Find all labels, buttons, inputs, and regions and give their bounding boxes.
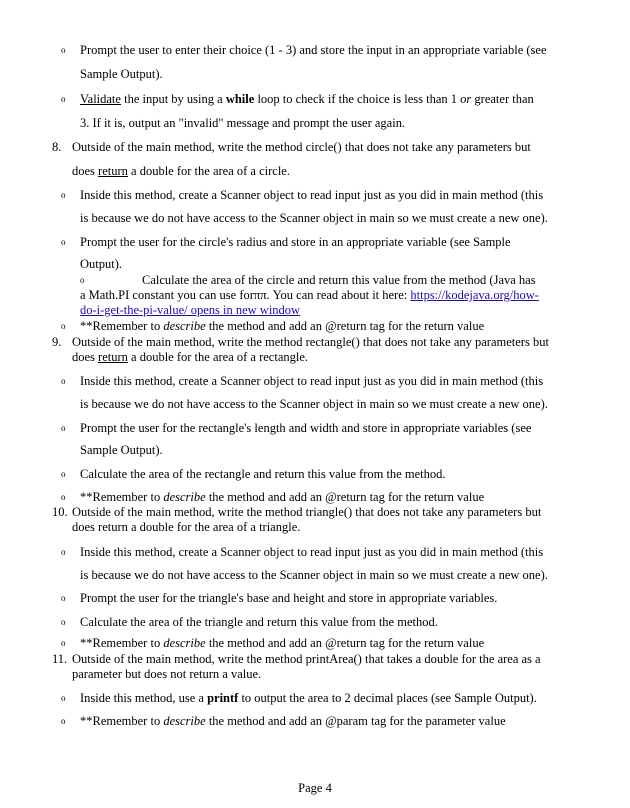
item8-bullet1-line2: is because we do not have access to the Scanner object in main so we must create a new one). (80, 211, 548, 225)
item10-bullet3-line1: Calculate the area of the triangle and return this value from the method. (80, 615, 438, 629)
item9-line1: Outside of the main method, write the method rectangle() that does not take any parameters but (72, 335, 549, 349)
validate-link[interactable]: Validate (80, 92, 121, 106)
item8-bullet3-line2: a Math.PI constant you can use forππ. You can read about it here: https://kodejava.org/how- (80, 288, 539, 302)
item11-line1: Outside of the main method, write the method printArea() that takes a double for the area as a (72, 652, 541, 666)
item7-bullet1-line2: Sample Output). (80, 67, 163, 81)
bullet-marker: o (61, 45, 66, 55)
kodejava-link-cont[interactable]: do-i-get-the-pi-value/ opens in new window (80, 303, 301, 317)
bullet-marker: o (61, 376, 66, 386)
bullet-marker: o (61, 617, 66, 627)
item9-line2: does return a double for the area of a rectangle. (72, 350, 309, 364)
bullet-marker: o (61, 716, 66, 726)
item9-bullet4: **Remember to describe the method and add an @return tag for the return value (80, 490, 485, 504)
item11-bullet1: Inside this method, use a printf to output the area to 2 decimal places (see Sample Output). (80, 691, 537, 705)
item10-bullet2-line1: Prompt the user for the triangle's base and height and store in appropriate variables. (80, 591, 498, 605)
item7-bullet1-line1: Prompt the user to enter their choice (1 - 3) and store the input in an appropriate variable (see (80, 43, 547, 57)
item8-number: 8. (52, 140, 62, 154)
bullet-marker: o (80, 275, 85, 285)
item8-bullet3-line1: Calculate the area of the circle and return this value from the method (Java has (142, 273, 536, 287)
item9-number: 9. (52, 335, 62, 349)
bullet-marker: o (61, 693, 66, 703)
bullet-marker: o (61, 237, 66, 247)
item11-number: 11. (52, 652, 68, 666)
item8-bullet2-line2: Output). (80, 257, 123, 271)
bullet-marker: o (61, 547, 66, 557)
item9-bullet2-line1: Prompt the user for the rectangle's length and width and store in appropriate variables (see (80, 421, 532, 435)
item10-line1: Outside of the main method, write the method triangle() that does not take any parameters but (72, 505, 542, 519)
bullet-marker: o (61, 469, 66, 479)
item10-bullet1-line1: Inside this method, create a Scanner object to read input just as you did in main method (this (80, 545, 544, 559)
item10-bullet1-line2: is because we do not have access to the Scanner object in main so we must create a new one). (80, 568, 548, 582)
item8-line2: does return a double for the area of a circle. (72, 164, 290, 178)
item9-bullet3-line1: Calculate the area of the rectangle and return this value from the method. (80, 467, 446, 481)
item9-bullet1-line1: Inside this method, create a Scanner object to read input just as you did in main method (this (80, 374, 544, 388)
bullet-marker: o (61, 593, 66, 603)
item7-bullet2-line2: 3. If it is, output an "invalid" message and prompt the user again. (80, 116, 406, 130)
item11-line2: parameter but does not return a value. (72, 667, 262, 681)
bullet-marker: o (61, 190, 66, 200)
item10-number: 10. (52, 505, 68, 519)
bullet-marker: o (61, 423, 66, 433)
item8-bullet1-line1: Inside this method, create a Scanner object to read input just as you did in main method (this (80, 188, 544, 202)
item8-bullet3-line3 (80, 302, 300, 318)
item10-line2: does return a double for the area of a triangle. (72, 520, 301, 534)
item10-bullet4: **Remember to describe the method and add an @return tag for the return value (80, 636, 485, 650)
item8-bullet4: **Remember to describe the method and add an @return tag for the return value (80, 319, 485, 333)
page-number: Page 4 (298, 781, 332, 795)
bullet-marker: o (61, 321, 66, 331)
item11-bullet2: **Remember to describe the method and add an @param tag for the parameter value (80, 714, 506, 728)
item8-line1: Outside of the main method, write the method circle() that does not take any parameters but (72, 140, 531, 154)
bullet-marker: o (61, 492, 66, 502)
item8-bullet2-line1: Prompt the user for the circle's radius and store in an appropriate variable (see Sample (80, 235, 511, 249)
item7-bullet2-line1: Validate the input by using a while loop to check if the choice is less than 1 or greater than (80, 92, 534, 106)
kodejava-link[interactable]: https://kodejava.org/how- (410, 288, 539, 302)
bullet-marker: o (61, 638, 66, 648)
item9-bullet2-line2: Sample Output). (80, 443, 163, 457)
item9-bullet1-line2: is because we do not have access to the Scanner object in main so we must create a new one). (80, 397, 548, 411)
bullet-marker: o (61, 94, 66, 104)
